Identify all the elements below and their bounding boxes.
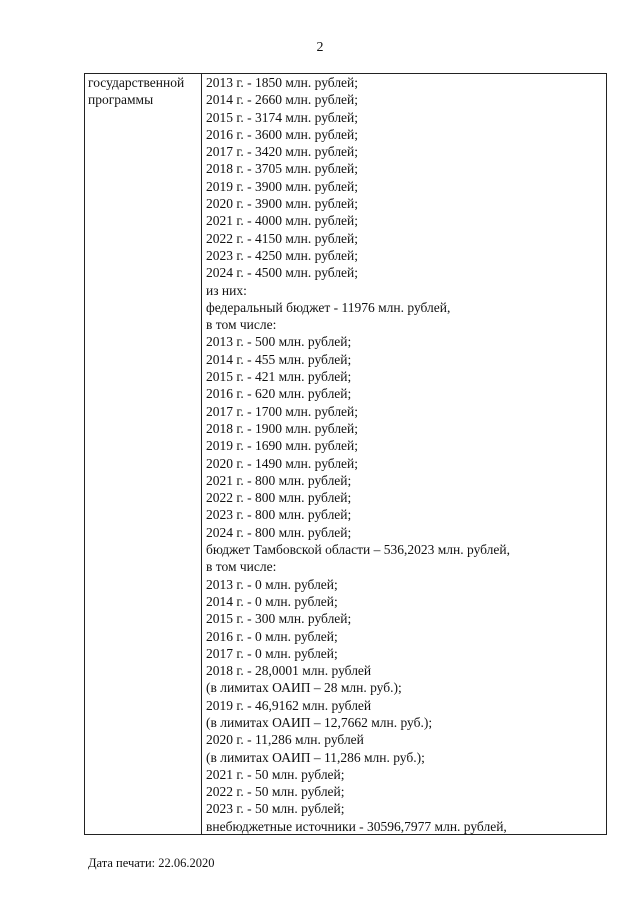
budget-line: 2018 г. - 3705 млн. рублей; xyxy=(206,161,359,177)
budget-line: 2022 г. - 800 млн. рублей; xyxy=(206,490,352,506)
budget-line: бюджет Тамбовской области – 536,2023 млн. рублей, xyxy=(206,542,511,558)
budget-line: 2019 г. - 1690 млн. рублей; xyxy=(206,438,359,454)
label-line: программы xyxy=(88,92,154,108)
budget-line: (в лимитах ОАИП – 11,286 млн. руб.); xyxy=(206,749,425,765)
budget-line: 2019 г. - 46,9162 млн. рублей xyxy=(206,697,372,713)
budget-line: 2024 г. - 800 млн. рублей; xyxy=(206,524,352,540)
budget-line: 2014 г. - 0 млн. рублей; xyxy=(206,593,338,609)
budget-line: (в лимитах ОАИП – 12,7662 млн. руб.); xyxy=(206,714,433,730)
budget-line: 2013 г. - 500 млн. рублей; xyxy=(206,334,352,350)
budget-line: 2023 г. - 800 млн. рублей; xyxy=(206,507,352,523)
budget-line: 2016 г. - 0 млн. рублей; xyxy=(206,628,338,644)
budget-line: внебюджетные источники - 30596,7977 млн. рублей, xyxy=(206,818,507,834)
table-value-cell xyxy=(203,74,606,834)
budget-line: 2018 г. - 1900 млн. рублей; xyxy=(206,420,359,436)
budget-line: 2017 г. - 1700 млн. рублей; xyxy=(206,403,359,419)
budget-line: 2021 г. - 800 млн. рублей; xyxy=(206,472,352,488)
budget-line: 2023 г. - 50 млн. рублей; xyxy=(206,801,345,817)
budget-line: федеральный бюджет - 11976 млн. рублей, xyxy=(206,299,451,315)
budget-line: 2013 г. - 1850 млн. рублей; xyxy=(206,75,359,90)
budget-line: 2015 г. - 3174 млн. рублей; xyxy=(206,109,359,125)
label-line: государственной xyxy=(88,75,185,90)
budget-line: 2014 г. - 2660 млн. рублей; xyxy=(206,92,359,108)
budget-line: 2017 г. - 3420 млн. рублей; xyxy=(206,144,359,160)
budget-line: 2019 г. - 3900 млн. рублей; xyxy=(206,178,359,194)
budget-line: в том числе: xyxy=(206,559,277,575)
budget-line: 2015 г. - 300 млн. рублей; xyxy=(206,611,352,627)
print-date: Дата печати: 22.06.2020 xyxy=(88,856,215,870)
budget-line: 2021 г. - 4000 млн. рублей; xyxy=(206,213,359,229)
budget-line: 2013 г. - 0 млн. рублей; xyxy=(206,576,338,592)
budget-line: 2020 г. - 3900 млн. рублей; xyxy=(206,196,359,212)
budget-line: из них: xyxy=(206,282,247,298)
page-number: 2 xyxy=(316,40,324,55)
budget-line: 2020 г. - 11,286 млн. рублей xyxy=(206,732,364,748)
budget-line: 2016 г. - 620 млн. рублей; xyxy=(206,386,352,402)
budget-line: 2017 г. - 0 млн. рублей; xyxy=(206,645,338,661)
budget-line: 2016 г. - 3600 млн. рублей; xyxy=(206,126,359,142)
budget-line: 2023 г. - 4250 млн. рублей; xyxy=(206,247,359,263)
budget-line: 2018 г. - 28,0001 млн. рублей xyxy=(206,663,372,679)
table-label-cell xyxy=(85,74,202,834)
budget-table xyxy=(84,73,607,835)
budget-line: 2022 г. - 4150 млн. рублей; xyxy=(206,230,359,246)
budget-line: 2021 г. - 50 млн. рублей; xyxy=(206,766,345,782)
budget-line: 2020 г. - 1490 млн. рублей; xyxy=(206,455,359,471)
budget-line: 2014 г. - 455 млн. рублей; xyxy=(206,351,352,367)
budget-line: в том числе: xyxy=(206,317,277,333)
budget-line: 2024 г. - 4500 млн. рублей; xyxy=(206,265,359,281)
budget-line: 2015 г. - 421 млн. рублей; xyxy=(206,369,352,385)
budget-line: 2022 г. - 50 млн. рублей; xyxy=(206,784,345,800)
budget-line: (в лимитах ОАИП – 28 млн. руб.); xyxy=(206,680,402,696)
